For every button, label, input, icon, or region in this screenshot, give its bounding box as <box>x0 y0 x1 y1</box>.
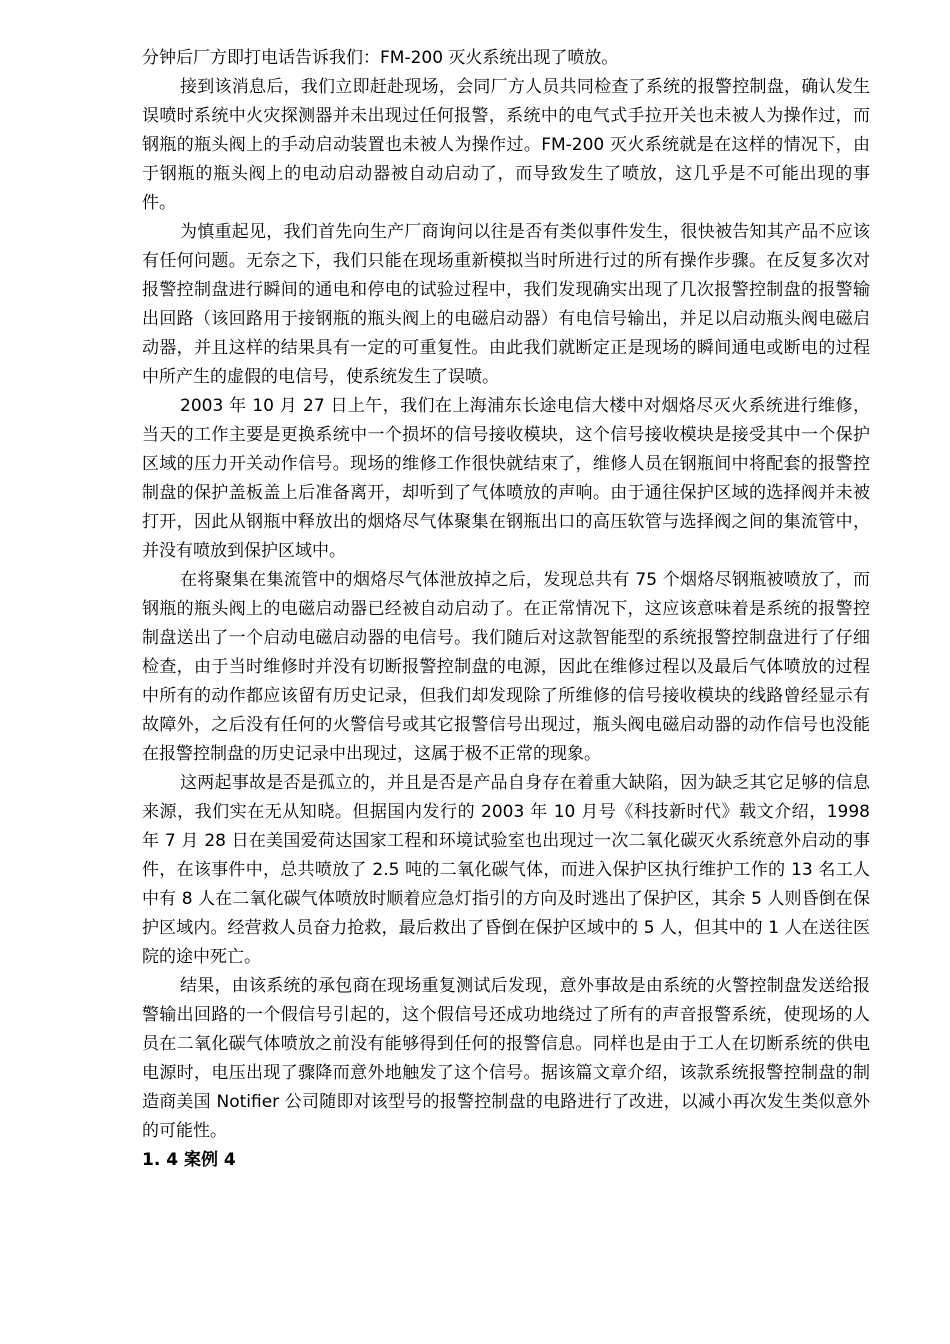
section-heading: 1. 4 案例 4 <box>142 1150 236 1170</box>
paragraph-investigation: 在将聚集在集流管中的烟烙尽气体泄放掉之后，发现总共有 75 个烟烙尽钢瓶被喷放了，而钢瓶的瓶头阀上的电磁启动器已经被自动启动了。在正常情况下，这应该意味着是系统的报警控制盘送出了一个启动电磁启动器的电信号。我们随后对这款智能型的系统报警控制盘进行了仔细检查，由于当时维修时并没有切断报警控制盘的电源，因此在维修过程以及最后气体喷放的过程中所有的动作都应该留有历史记录，但我们却发现除了所维修的信号接收模块的线路曾经显示有故障外，之后没有任何的火警信号或其它报警信号出现过，瓶头阀电磁启动器的动作信号也没能在报警控制盘的历史记录中出现过，这属于极不正常的现象。 <box>142 570 870 764</box>
paragraph-1998-incident: 这两起事故是否是孤立的，并且是否是产品自身存在着重大缺陷，因为缺乏其它足够的信息来源，我们实在无从知晓。但据国内发行的 2003 年 10 月号《科技新时代》载文介绍，1998 年 7 月 28 日在美国爱荷达国家工程和环境试验室也出现过一次二氧化碳灭火系统意外启动的事件，在该事件中，总共喷放了 2.5 吨的二氧化碳气体，而进入保护区执行维护工作的 13 名工人中有 8 人在二氧化碳气体喷放时顺着应急灯指引的方向及时逃出了保护区，其余 5 人则昏倒在保护区域内。经营救人员奋力抢救，最后救出了昏倒在保护区域中的 5 人，但其中的 1 人在送往医院的途中死亡。 <box>142 773 870 967</box>
paragraph-simulation: 为慎重起见，我们首先向生产厂商询问以往是否有类似事件发生，很快被告知其产品不应该有任何问题。无奈之下，我们只能在现场重新模拟当时所进行过的所有操作步骤。在反复多次对报警控制盘进行瞬间的通电和停电的试验过程中，我们发现确实出现了几次报警控制盘的报警输出回路（该回路用于接钢瓶的瓶头阀上的电磁启动器）有电信号输出，并足以启动瓶头阀电磁启动器，并且这样的结果具有一定的可重复性。由此我们就断定正是现场的瞬间通电或断电的过程中所产生的虚假的电信号，使系统发生了误喷。 <box>142 222 870 387</box>
paragraph-continuation: 分钟后厂方即打电话告诉我们：FM-200 灭火系统出现了喷放。 <box>142 48 619 68</box>
paragraph-conclusion: 结果，由该系统的承包商在现场重复测试后发现，意外事故是由系统的火警控制盘发送给报警输出回路的一个假信号引起的，这个假信号还成功地绕过了所有的声音报警系统，使现场的人员在二氧化碳气体喷放之前没有能够得到任何的报警信息。同样也是由于工人在切断系统的供电电源时，电压出现了骤降而意外地触发了这个信号。据该篇文章介绍，该款系统报警控制盘的制造商美国 Notifier 公司随即对该型号的报警控制盘的电路进行了改进，以减小再次发生类似意外的可能性。 <box>142 976 870 1141</box>
paragraph-inspection: 接到该消息后，我们立即赶赴现场，会同厂方人员共同检查了系统的报警控制盘，确认发生误喷时系统中火灾探测器并未出现过任何报警，系统中的电气式手拉开关也未被人为操作过，而钢瓶的瓶头阀上的手动启动装置也未被人为操作过。FM-200 灭火系统就是在这样的情况下，由于钢瓶的瓶头阀上的电动启动器被自动启动了，而导致发生了喷放，这几乎是不可能出现的事件。 <box>142 77 870 213</box>
document-body <box>142 44 870 1175</box>
paragraph-2003-incident: 2003 年 10 月 27 日上午，我们在上海浦东长途电信大楼中对烟烙尽灭火系统进行维修，当天的工作主要是更换系统中一个损坏的信号接收模块，这个信号接收模块是接受其中一个保护区域的压力开关动作信号。现场的维修工作很快就结束了，维修人员在钢瓶间中将配套的报警控制盘的保护盖板盖上后准备离开，却听到了气体喷放的声响。由于通往保护区域的选择阀并未被打开，因此从钢瓶中释放出的烟烙尽气体聚集在钢瓶出口的高压软管与选择阀之间的集流管中，并没有喷放到保护区域中。 <box>142 396 870 561</box>
